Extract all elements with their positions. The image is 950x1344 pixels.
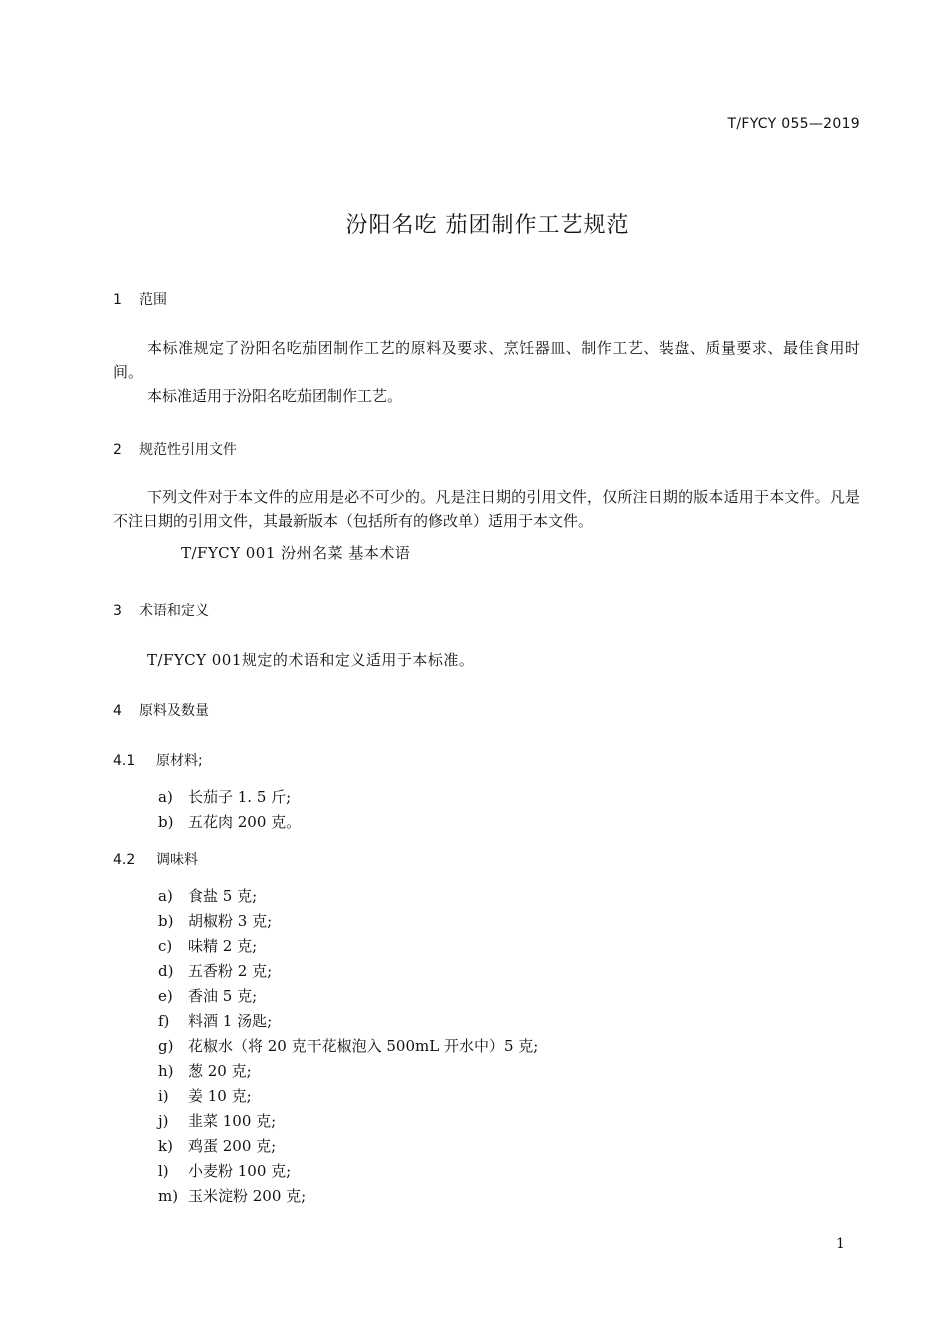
section-3-heading — [113, 600, 209, 620]
page-title: 汾阳名吃 茄团制作工艺规范 — [345, 213, 630, 238]
list-label: m) — [158, 1187, 179, 1205]
list-item — [158, 910, 272, 931]
list-label: h) — [158, 1062, 174, 1080]
list-item — [158, 1010, 272, 1031]
list-item — [158, 985, 257, 1006]
subsection-number: 4.1 — [113, 753, 136, 769]
list-label: k) — [158, 1137, 173, 1155]
section-2-paragraph-1: 下列文件对于本文件的应用是必不可少的。凡是注日期的引用文件，仅所注日期的版本适用于本文件。凡是不注日期的引用文件，其最新版本（包括所有的修改单）适用于本文件。 — [113, 488, 860, 530]
list-item — [158, 786, 291, 807]
list-text: 小麦粉 100 克; — [188, 1162, 292, 1180]
list-text: 长茄子 1. 5 斤; — [188, 788, 292, 806]
list-label: l) — [158, 1162, 169, 1180]
list-text: 韭菜 100 克; — [188, 1112, 277, 1130]
list-text: 五香粉 2 克; — [188, 962, 273, 980]
list-item — [158, 1060, 252, 1081]
list-item — [158, 1135, 276, 1156]
list-text: 葱 20 克; — [188, 1062, 252, 1080]
section-2-heading — [113, 439, 237, 459]
list-text: 食盐 5 克; — [188, 887, 258, 905]
list-item — [158, 1110, 276, 1131]
section-title: 术语和定义 — [139, 603, 209, 619]
document-id: T/FYCY 055—2019 — [727, 116, 860, 132]
list-label: d) — [158, 962, 174, 980]
list-text: 姜 10 克; — [188, 1087, 252, 1105]
list-item — [158, 1085, 252, 1106]
normative-reference: T/FYCY 001 汾州名菜 基本术语 — [181, 544, 411, 562]
subsection-number: 4.2 — [113, 852, 136, 868]
list-text: 玉米淀粉 200 克; — [188, 1187, 307, 1205]
section-number: 3 — [113, 603, 122, 619]
list-label: g) — [158, 1037, 174, 1055]
list-label: i) — [158, 1087, 169, 1105]
section-title: 范围 — [139, 292, 167, 308]
section-title: 规范性引用文件 — [139, 442, 237, 458]
list-text: 鸡蛋 200 克; — [188, 1137, 277, 1155]
section-3-paragraph-1: T/FYCY 001规定的术语和定义适用于本标准。 — [147, 651, 475, 669]
list-item — [158, 1185, 306, 1206]
section-1-paragraph-2: 本标准适用于汾阳名吃茄团制作工艺。 — [147, 387, 403, 405]
subsection-4-1-heading — [113, 750, 203, 770]
list-label: b) — [158, 912, 174, 930]
list-label: a) — [158, 887, 173, 905]
section-4-heading — [113, 700, 209, 720]
list-item — [158, 811, 301, 832]
section-number: 1 — [113, 292, 122, 308]
list-label: f) — [158, 1012, 170, 1030]
section-number: 4 — [113, 703, 122, 719]
list-text: 香油 5 克; — [188, 987, 258, 1005]
section-1-heading — [113, 289, 167, 309]
section-title: 原料及数量 — [139, 703, 209, 719]
list-item — [158, 960, 272, 981]
subsection-title: 调味料 — [156, 852, 198, 868]
list-text: 味精 2 克; — [188, 937, 258, 955]
list-label: j) — [158, 1112, 169, 1130]
list-label: c) — [158, 937, 173, 955]
list-item — [158, 1035, 538, 1056]
subsection-title: 原材料; — [156, 753, 203, 769]
list-item — [158, 1160, 291, 1181]
list-label: a) — [158, 788, 173, 806]
list-text: 花椒水（将 20 克干花椒泡入 500mL 开水中）5 克; — [188, 1037, 539, 1055]
list-text: 料酒 1 汤匙; — [188, 1012, 273, 1030]
list-label: e) — [158, 987, 173, 1005]
section-number: 2 — [113, 442, 122, 458]
page-number: 1 — [836, 1236, 845, 1252]
list-text: 五花肉 200 克。 — [188, 813, 302, 831]
section-1-paragraph-1: 本标准规定了汾阳名吃茄团制作工艺的原料及要求、烹饪器皿、制作工艺、装盘、质量要求、最佳食用时间。 — [113, 339, 860, 381]
list-item — [158, 885, 257, 906]
list-text: 胡椒粉 3 克; — [188, 912, 273, 930]
subsection-4-2-heading — [113, 849, 198, 869]
list-label: b) — [158, 813, 174, 831]
list-item — [158, 935, 257, 956]
